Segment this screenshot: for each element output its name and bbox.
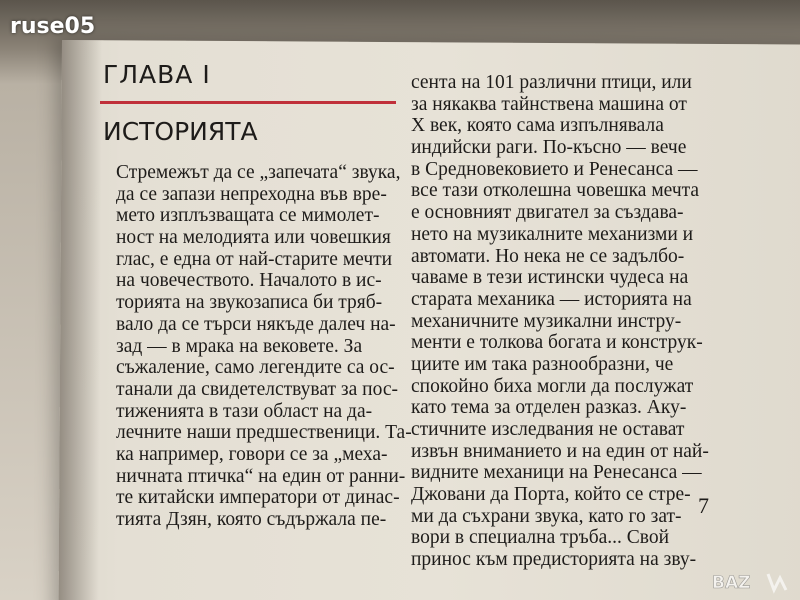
text-line: зад — в мрака на вековете. За <box>116 335 363 357</box>
text-line: съжаление, само легендите са ос- <box>116 357 395 379</box>
text-line: мето изплъзващата се мимолет- <box>116 205 380 227</box>
site-logo-icon <box>712 568 792 594</box>
page-number: 7 <box>698 493 709 518</box>
text-line: принос към предисторията на зву- <box>411 549 697 571</box>
text-line: тиженията в тази област на да- <box>116 400 373 422</box>
svg-text:BAZ: BAZ <box>712 573 751 593</box>
text-line: нето на музикалните механизми и <box>411 223 694 245</box>
text-line: ничната птичка“ на един от ранни- <box>116 465 406 487</box>
text-line: ми да съхрани звука, като го зат- <box>411 505 682 527</box>
text-line: на човечеството. Началото в ис- <box>116 270 382 292</box>
text-line: X век, която сама изпълнявала <box>411 115 664 137</box>
text-line: стичните изследвания не остават <box>411 419 685 440</box>
section-title: ИСТОРИЯТА <box>103 117 258 146</box>
text-line: те китайски императори от динас- <box>116 487 400 509</box>
text-line: тията Дзян, която съдържала пе- <box>116 509 387 530</box>
text-line: все тази отколешна човешка мечта <box>411 180 700 202</box>
text-line: торията на звукозаписа би тряб- <box>116 292 383 314</box>
text-line: спокойно биха могли да послужат <box>411 375 694 397</box>
text-line: циите им така разнообразни, че <box>411 353 674 375</box>
text-line: Стремежът да се „запечата“ звука, <box>116 162 401 183</box>
text-line: Джовани да Порта, който се стре- <box>411 484 691 506</box>
right-text-column <box>411 72 709 571</box>
spine-shadow <box>58 40 102 600</box>
text-line: извън вниманието и на един от най- <box>411 440 709 462</box>
text-line: индийски раги. По-късно — вече <box>411 137 687 159</box>
chapter-rule <box>100 101 396 104</box>
text-line: сента на 101 различни птици, или <box>411 72 692 93</box>
text-line: автомати. Но нека не се задълбо- <box>411 245 685 267</box>
left-text-column <box>116 162 412 531</box>
text-line: ка например, говори се за „меха- <box>116 443 388 465</box>
text-line: за някаква тайнствена машина от <box>411 93 687 115</box>
text-line: в Средновековието и Ренесанса — <box>411 158 698 180</box>
text-line: е основният двигател за създава- <box>411 202 684 224</box>
text-line: механичните музикални инстру- <box>411 310 682 332</box>
text-line: менти е толкова богата и конструк- <box>411 332 703 354</box>
text-line: да се запази непреходна във вре- <box>116 183 387 205</box>
text-line: чаваме в тези истински чудеса на <box>411 267 689 289</box>
text-line: танали да свидетелствуват за пос- <box>116 378 398 400</box>
text-line: ност на мелодията или човешкия <box>116 227 391 249</box>
text-line: вори в специална тръба... Свой <box>411 527 670 549</box>
text-line: видните механици на Ренесанса — <box>411 462 702 484</box>
text-line: вало да се търси някъде далеч на- <box>116 313 396 335</box>
text-line: като тема за отделен разказ. Аку- <box>411 397 687 419</box>
watermark: ruse05 <box>10 14 96 39</box>
chapter-label: ГЛАВА I <box>103 60 211 89</box>
text-line: старата механика — историята на <box>411 288 692 310</box>
text-line: глас, е една от най-старите мечти <box>116 248 393 270</box>
text-line: лечните наши предшественици. Та- <box>116 422 412 444</box>
